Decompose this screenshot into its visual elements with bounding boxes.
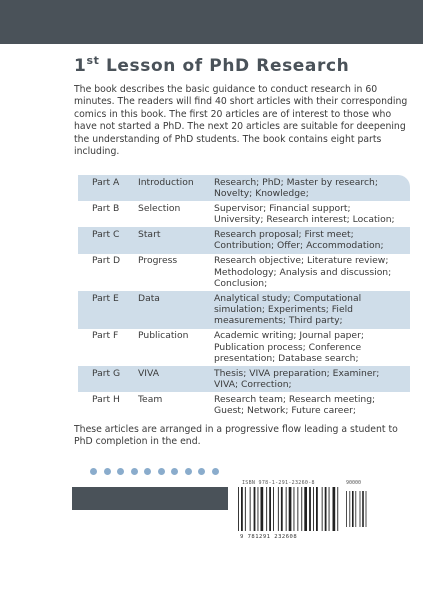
barcode-stripe xyxy=(355,491,356,527)
barcode-stripe xyxy=(329,487,330,531)
barcode-stripe xyxy=(333,487,336,531)
title-text: Lesson of PhD Research xyxy=(99,56,350,76)
top-band xyxy=(0,0,423,44)
part-label: Part D xyxy=(92,255,121,267)
dot xyxy=(171,468,178,475)
barcode-addon: 90000 xyxy=(346,480,362,486)
barcode-stripe xyxy=(269,487,271,531)
barcode-stripe xyxy=(352,491,354,527)
barcode-stripe xyxy=(289,487,292,531)
table-row xyxy=(78,201,410,227)
bottom-band xyxy=(72,487,230,510)
dot xyxy=(158,468,165,475)
barcode-stripe xyxy=(273,487,274,531)
barcode-stripe xyxy=(294,487,295,531)
table-row xyxy=(78,366,410,392)
title-superscript: st xyxy=(86,54,100,67)
part-label: Part A xyxy=(78,175,138,201)
dot xyxy=(104,468,111,475)
part-topics: Thesis; VIVA preparation; Examiner; VIVA; Correction; xyxy=(214,366,410,392)
part-topics: Academic writing; Journal paper; Publication process; Conference presentation; Database search; xyxy=(214,330,364,364)
part-topics: Research objective; Literature review; Methodology; Analysis and discussion; Conclusion; xyxy=(214,255,392,289)
part-label: Part F xyxy=(92,330,119,342)
title-number: 1 xyxy=(74,56,87,76)
dot xyxy=(131,468,138,475)
barcode xyxy=(228,478,374,558)
part-name: Progress xyxy=(138,255,178,267)
barcode-stripe xyxy=(245,487,246,531)
part-name: VIVA xyxy=(138,366,214,392)
table-row xyxy=(78,392,410,418)
part-name: Data xyxy=(138,291,214,328)
barcode-stripe xyxy=(360,491,361,527)
barcode-stripe xyxy=(258,487,259,531)
barcode-stripe xyxy=(266,487,267,531)
table-row xyxy=(78,254,410,291)
barcode-stripe xyxy=(301,487,302,531)
barcode-stripe xyxy=(313,487,314,531)
barcode-stripe xyxy=(278,487,279,531)
barcode-stripe xyxy=(366,491,367,527)
dot xyxy=(185,468,192,475)
table-row xyxy=(78,175,410,201)
part-name: Team xyxy=(138,394,163,405)
part-topics: Analytical study; Computational simulation; Experiments; Field measurements; Third party; xyxy=(214,291,410,328)
barcode-stripe xyxy=(304,487,307,531)
part-label: Part E xyxy=(78,291,138,328)
part-topics: Research; PhD; Master by research; Novelty; Knowledge; xyxy=(214,175,410,201)
barcode-stripe xyxy=(297,487,298,531)
barcode-number: 9 781291 232608 xyxy=(240,534,298,540)
dot xyxy=(144,468,151,475)
table-row xyxy=(78,291,410,328)
barcode-stripe xyxy=(316,487,318,531)
barcode-stripe xyxy=(254,487,256,531)
intro-paragraph: The book describes the basic guidance to conduct research in 60 minutes. The readers will find 40 short articles with their corresponding comics in this book. The first 20 articles are of interest to those who have not started a PhD. The next 20 articles are suitable for deepening the understanding of PhD students. The book contains eight parts including. xyxy=(74,84,408,158)
part-label: Part B xyxy=(92,202,120,214)
part-topics: Supervisor; Financial support; University; Research interest; Location; xyxy=(214,202,395,226)
part-name: Introduction xyxy=(138,175,214,201)
table-row xyxy=(78,227,410,253)
part-name: Publication xyxy=(138,330,189,342)
page-title xyxy=(74,54,349,76)
isbn-label: ISBN 978-1-291-23260-8 xyxy=(242,480,315,486)
barcode-stripe xyxy=(261,487,264,531)
barcode-stripe xyxy=(337,487,338,531)
barcode-stripe xyxy=(322,487,323,531)
dot xyxy=(90,468,97,475)
part-name: Selection xyxy=(138,202,181,214)
barcode-stripe xyxy=(325,487,327,531)
barcode-stripe xyxy=(281,487,283,531)
barcode-stripe xyxy=(309,487,311,531)
barcode-stripe xyxy=(238,487,239,531)
outro-paragraph: These articles are arranged in a progressive flow leading a student to PhD completion in the end. xyxy=(74,424,398,448)
part-label: Part C xyxy=(78,227,138,253)
dot xyxy=(117,468,124,475)
table-row xyxy=(78,329,410,366)
barcode-stripe xyxy=(250,487,251,531)
barcode-stripe xyxy=(241,487,243,531)
parts-table xyxy=(78,175,410,418)
barcode-icon xyxy=(238,487,368,533)
barcode-stripe xyxy=(346,491,347,527)
part-topics: Research proposal; First meet; Contribution; Offer; Accommodation; xyxy=(214,227,410,253)
part-label: Part G xyxy=(78,366,138,392)
decorative-dots xyxy=(90,468,219,475)
barcode-stripe xyxy=(286,487,287,531)
part-name: Start xyxy=(138,227,214,253)
dot xyxy=(212,468,219,475)
dot xyxy=(198,468,205,475)
part-topics: Research team; Research meeting; Guest; Network; Future career; xyxy=(214,394,376,417)
barcode-stripe xyxy=(362,491,364,527)
part-label: Part H xyxy=(92,394,120,405)
barcode-stripe xyxy=(349,491,350,527)
